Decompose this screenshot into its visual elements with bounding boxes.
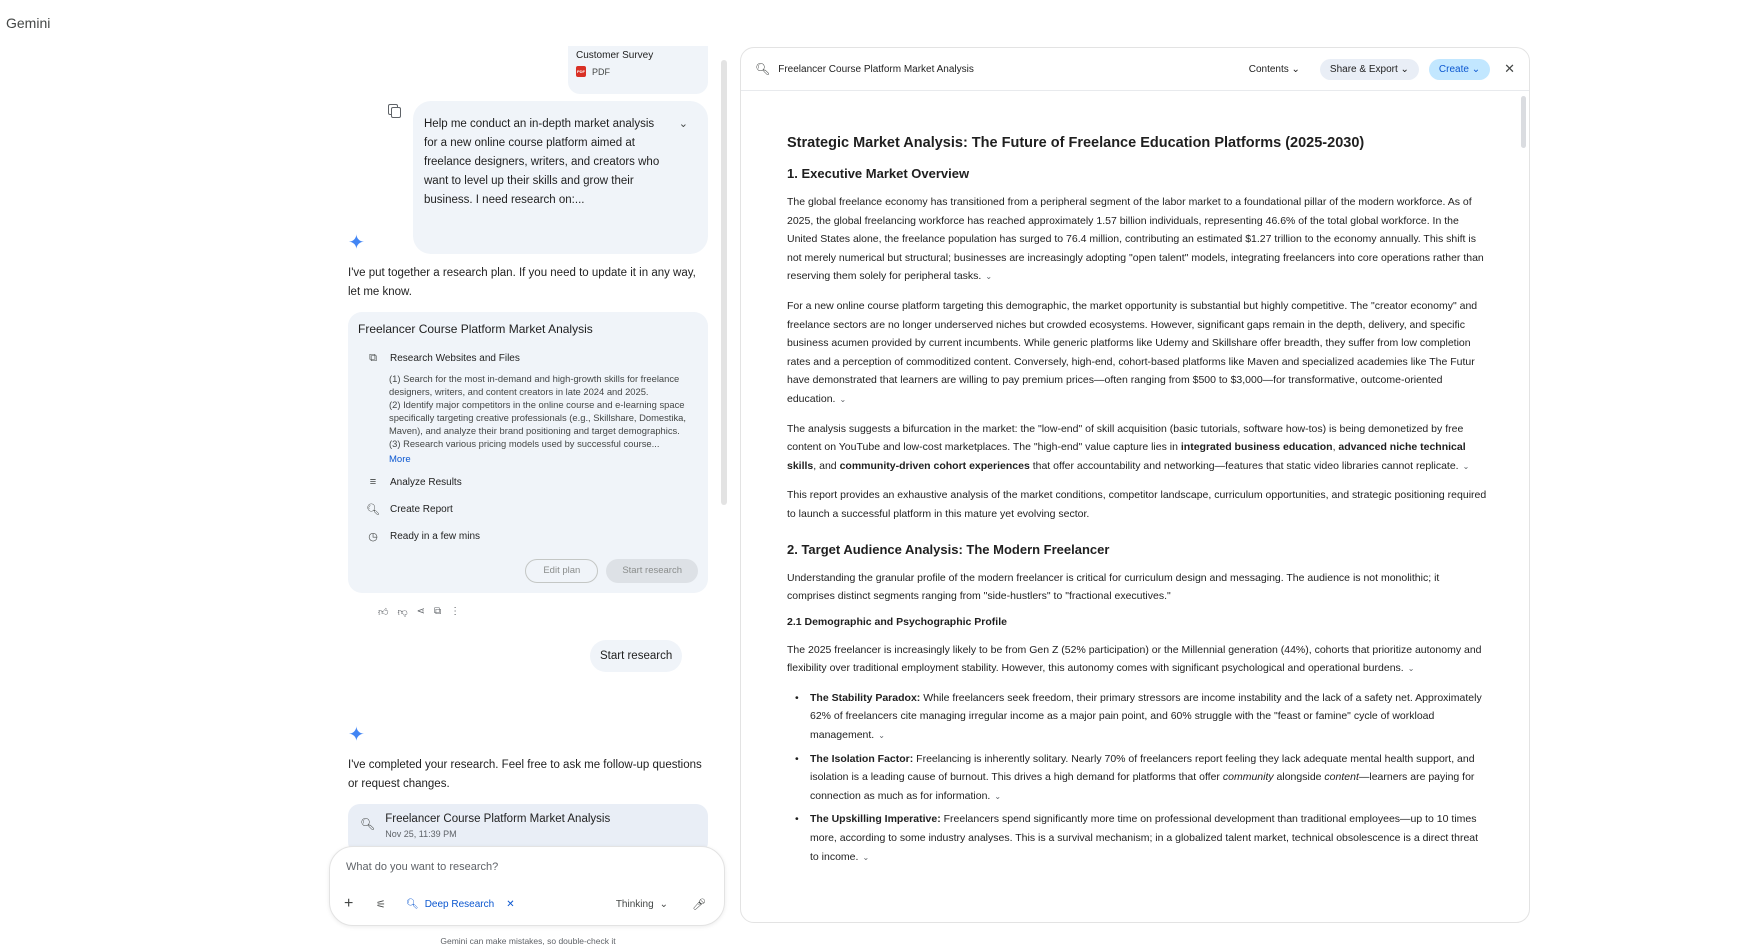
paragraph: Understanding the granular profile of the modern freelancer is critical for curriculum design and messaging. The audience is not monolithic; it comprises distinct segments ranging from "side-hustlers" to "fractional executives." bbox=[787, 571, 1440, 603]
paragraph: The 2025 freelancer is increasingly likely to be from Gen Z (52% participation) or the Millennial generation (44%), cohorts that prioritize autonomy and flexibility over traditional employment stability. However, this autonomy comes with significant psychological and operational burdens. ⌄ bbox=[787, 641, 1487, 679]
tools-sliders-icon[interactable]: ⚟ bbox=[376, 898, 386, 911]
contents-button[interactable] bbox=[1239, 64, 1310, 75]
more-options-icon[interactable]: ⋮ bbox=[450, 606, 461, 617]
assistant-message: I've put together a research plan. If you need to update it in any way, let me know. bbox=[348, 267, 696, 298]
gemini-spark-icon: ✦ bbox=[348, 232, 365, 254]
plan-step-report bbox=[358, 499, 698, 519]
contents-label: Contents bbox=[1248, 63, 1289, 75]
expand-source-icon[interactable]: ⌄ bbox=[985, 272, 993, 282]
expand-source-icon[interactable]: ⌄ bbox=[878, 731, 885, 741]
clock-icon: ◷ bbox=[368, 530, 378, 543]
research-plan-card bbox=[348, 312, 708, 593]
step-label: Analyze Results bbox=[390, 476, 462, 488]
microphone-icon[interactable]: 🎤︎ bbox=[692, 898, 706, 911]
pdf-icon: PDF bbox=[576, 66, 586, 77]
list-item: • The Isolation Factor: Freelancing is inherently solitary. Nearly 70% of freelancers report feeling they lack adequate mental health support, and isolation is a leading cause of burnout. This drives a high demand for platforms that offer community alongside content—learners are paying for connection as much as for information. ⌄ bbox=[795, 750, 1487, 807]
user-start-research-message: Start research bbox=[590, 640, 682, 672]
expand-source-icon[interactable]: ⌄ bbox=[839, 394, 847, 404]
disclaimer: Gemini can make mistakes, so double-check it bbox=[440, 936, 616, 946]
expand-source-icon[interactable]: ⌄ bbox=[1462, 461, 1470, 471]
file-name: Customer Survey bbox=[576, 50, 654, 61]
gemini-spark-icon: ✦ bbox=[348, 724, 365, 746]
chevron-down-icon: ⌄ bbox=[659, 898, 669, 910]
app-title[interactable]: Gemini bbox=[6, 15, 51, 31]
chat-thread bbox=[330, 46, 730, 854]
report-card-title: Freelancer Course Platform Market Analysis bbox=[385, 813, 611, 825]
close-icon[interactable]: ✕ bbox=[1504, 61, 1515, 76]
feedback-bar bbox=[378, 606, 460, 618]
paragraph: The analysis suggests a bifurcation in the market: the "low-end" of skill acquisition (basic tutorials, software how-tos) is being demonetized by free content on YouTube and low-cost marketplaces. The "high-end" value capture lies in integrated business education, advanced niche technical skills, and community-driven cohort experiences that offer accountability and networking—features that static video libraries cannot replicate. ⌄ bbox=[787, 420, 1487, 477]
step-label: Research Websites and Files bbox=[390, 352, 520, 364]
plan-step-analyze bbox=[358, 472, 698, 492]
section-heading: 2. Target Audience Analysis: The Modern Freelancer bbox=[787, 541, 1110, 557]
share-export-button[interactable] bbox=[1320, 59, 1419, 80]
list-item: • The Upskilling Imperative: Freelancers spend significantly more time on professional development than traditional employees—up to 10 times more, according to some industry analyses. This is a survival mechanism; in a globalized talent market, technical obsolescence is a direct threat to income. ⌄ bbox=[795, 810, 1487, 867]
expand-prompt-chevron-icon[interactable]: ⌄ bbox=[678, 118, 688, 130]
edit-plan-button[interactable]: Edit plan bbox=[525, 559, 598, 583]
share-icon[interactable]: ⋖ bbox=[416, 606, 425, 617]
thumbs-up-icon[interactable]: 👍︎ bbox=[378, 607, 389, 618]
report-search-icon: 🔍︎ bbox=[366, 503, 380, 516]
deep-research-icon: 🔍︎ bbox=[406, 898, 419, 910]
create-button[interactable] bbox=[1429, 59, 1490, 80]
more-link[interactable]: More bbox=[389, 454, 411, 465]
report-search-icon: 🔍︎ bbox=[360, 817, 376, 831]
plan-title: Freelancer Course Platform Market Analysis bbox=[358, 322, 593, 336]
step-detail: (1) Search for the most in-demand and high-growth skills for freelance designers, writers, and content creators in late 2024 and 2025. (2) Identify major competitors in the online course and e-learning space specifically targeting creative professionals (e.g., Skillshare, Domestika, Maven), and analyze their brand positioning and target demographics. (3) Research various pricing models used by successful course... bbox=[389, 373, 687, 449]
chevron-down-icon: ⌄ bbox=[1471, 63, 1481, 75]
paragraph: For a new online course platform targeting this demographic, the market opportunity is substantial but highly competitive. The "creator economy" and freelance sectors are no longer underserved niches but crowded ecosystems. However, significant gaps remain in the depth, delivery, and specific business acumen provided by current incumbents. While generic platforms like Udemy and Skillshare offer breadth, they suffer from low completion rates and a perception of commoditized content. Conversely, high-end, cohort-based platforms like Maven and specialized academies like The Futur have demonstrated that learners are willing to pay premium prices—often ranging from $500 to $3,000—for transformative, outcome-oriented education. ⌄ bbox=[787, 297, 1487, 410]
file-type-label: PDF bbox=[592, 66, 610, 77]
expand-source-icon[interactable]: ⌄ bbox=[994, 791, 1002, 801]
report-document bbox=[787, 135, 1487, 871]
thumbs-down-icon[interactable]: 👎︎ bbox=[397, 607, 408, 618]
mode-label: Thinking bbox=[615, 898, 654, 910]
analyze-icon: ≡ bbox=[369, 476, 377, 488]
share-export-label: Share & Export bbox=[1329, 63, 1398, 75]
create-label: Create bbox=[1438, 63, 1469, 75]
section-heading: 1. Executive Market Overview bbox=[787, 166, 970, 181]
paragraph: This report provides an exhaustive analysis of the market conditions, competitor landscape, curriculum opportunities, and strategic positioning required to launch a successful platform in this mature yet evolving sector. bbox=[787, 489, 1487, 520]
web-research-icon: ⧉ bbox=[369, 351, 377, 364]
bullet-list bbox=[795, 689, 1487, 867]
report-search-icon: 🔍︎ bbox=[755, 62, 771, 76]
prompt-input[interactable]: What do you want to research? bbox=[346, 861, 499, 873]
report-scrollbar[interactable] bbox=[1521, 96, 1526, 148]
copy-icon[interactable]: ⧉ bbox=[434, 606, 442, 617]
report-card-date: Nov 25, 11:39 PM bbox=[385, 829, 457, 839]
plan-eta bbox=[358, 526, 698, 546]
report-panel-title: Freelancer Course Platform Market Analysis bbox=[778, 63, 974, 75]
chevron-down-icon: ⌄ bbox=[1291, 63, 1300, 75]
prompt-input-box[interactable] bbox=[329, 846, 725, 926]
assistant-message: I've completed your research. Feel free to ask me follow-up questions or request changes. bbox=[348, 759, 702, 790]
add-icon[interactable]: + bbox=[344, 895, 354, 912]
report-panel bbox=[740, 47, 1530, 923]
eta-label: Ready in a few mins bbox=[390, 530, 481, 542]
user-prompt-bubble bbox=[413, 101, 708, 254]
attached-file-card[interactable] bbox=[568, 46, 708, 94]
chevron-down-icon: ⌄ bbox=[1400, 63, 1409, 75]
mode-selector[interactable] bbox=[616, 899, 668, 910]
expand-source-icon[interactable]: ⌄ bbox=[862, 852, 870, 862]
subsection-heading: 2.1 Demographic and Psychographic Profile bbox=[787, 615, 1007, 628]
start-research-button[interactable]: Start research bbox=[606, 559, 698, 583]
user-prompt-text: Help me conduct an in-depth market analysis for a new online course platform aimed at freelance designers, writers, and creators who want to level up their skills and grow their business. I need research on:... bbox=[424, 118, 660, 206]
copy-prompt-icon[interactable] bbox=[388, 104, 398, 115]
plan-step-research bbox=[358, 348, 698, 368]
remove-chip-icon[interactable]: ✕ bbox=[506, 898, 515, 910]
step-label: Create Report bbox=[390, 503, 453, 515]
paragraph: The global freelance economy has transitioned from a peripheral segment of the labor market to a foundational pillar of the modern workforce. As of 2025, the global freelancing workforce has reached approximately 1.57 billion individuals, representing 46.6% of the total global workforce. In the United States alone, the freelance population has surged to 76.4 million, contributing an estimated $1.27 trillion to the economy annually. This shift is not merely numerical but structural; businesses are increasingly adopting "open talent" models, integrating freelancers into core operations rather than reserving them solely for peripheral tasks. ⌄ bbox=[787, 193, 1487, 287]
expand-source-icon[interactable]: ⌄ bbox=[1407, 664, 1415, 674]
list-item: • The Stability Paradox: While freelancers seek freedom, their primary stressors are income instability and the lack of a safety net. Approximately 62% of freelancers cite managing irregular income as a major pain point, and 60% struggle with the "feast or famine" cycle of workload management. ⌄ bbox=[795, 689, 1487, 746]
deep-research-label: Deep Research bbox=[424, 898, 495, 910]
report-panel-header bbox=[741, 48, 1529, 91]
report-heading: Strategic Market Analysis: The Future of Freelance Education Platforms (2025-2030) bbox=[787, 135, 1365, 151]
deep-research-chip[interactable] bbox=[406, 899, 515, 910]
